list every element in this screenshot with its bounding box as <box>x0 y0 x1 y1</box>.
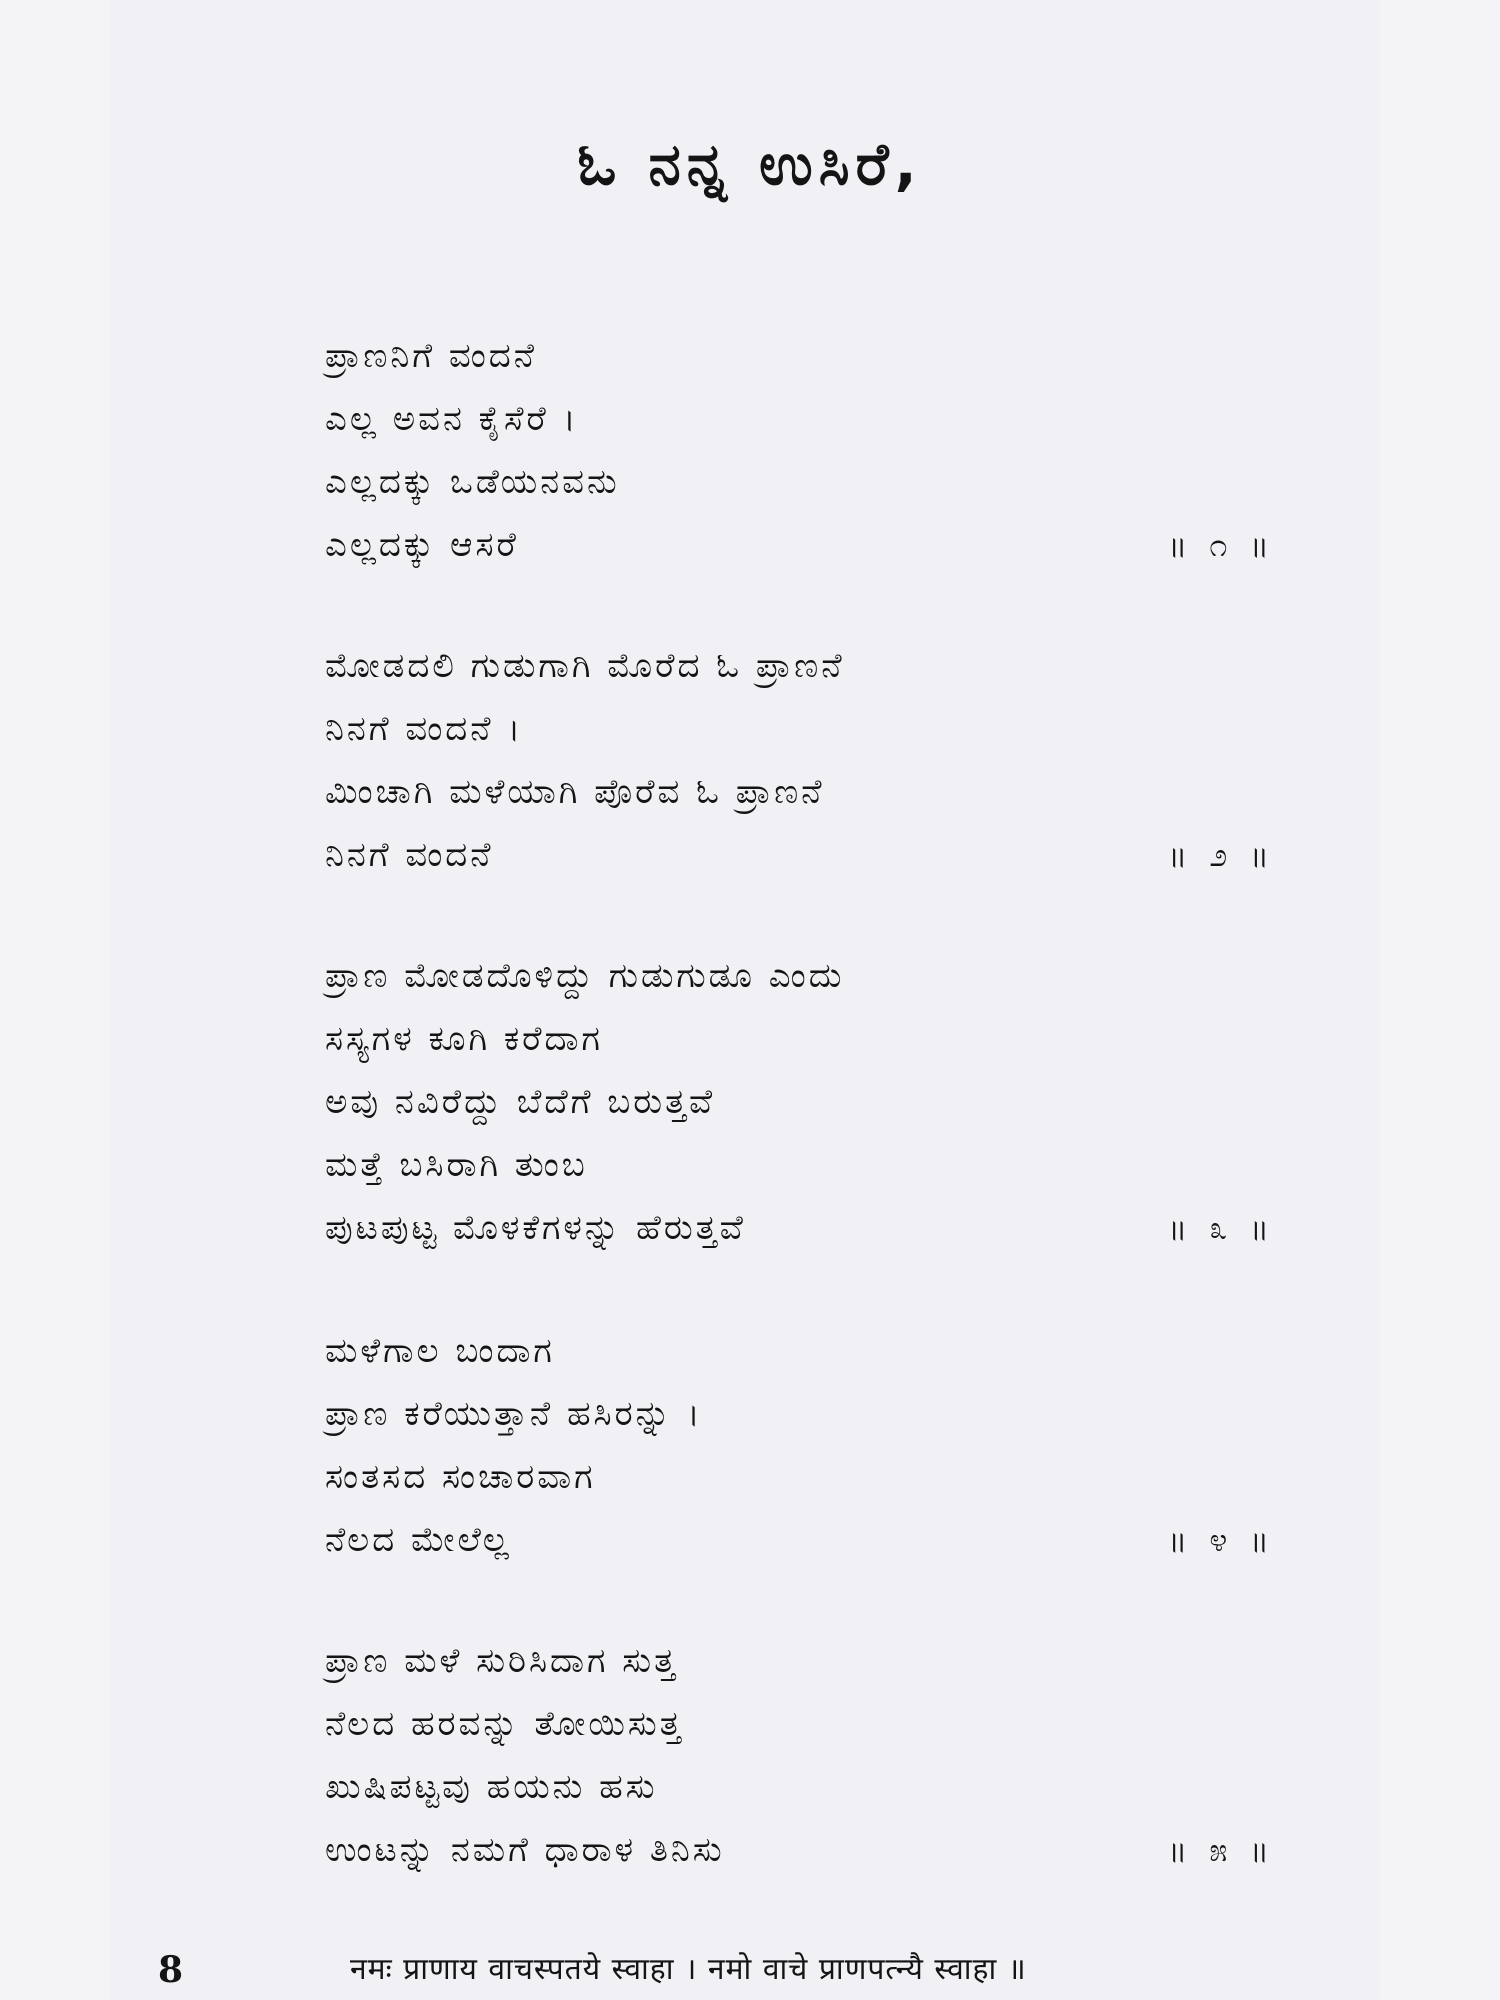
stanza-4 <box>325 1320 1275 1572</box>
verse-line-text: ಎಲ್ಲದಕ್ಕು ಆಸರೆ <box>325 525 519 565</box>
footer-mantra: नमः प्राणाय वाचस्पतये स्वाहा । नमो वाचे प्राणपत्न्यै स्वाहा ॥ <box>350 1952 1027 1987</box>
verse-number: ॥ ೫ ॥ <box>1167 1831 1275 1869</box>
verse-line: ನೆಲದ ಹರವನ್ನು ತೋಯಿಸುತ್ತ <box>325 1704 684 1744</box>
verse-line-last <box>325 1509 1275 1572</box>
verse-line: ಪ್ರಾಣ ಕರೆಯುತ್ತಾನೆ ಹಸಿರನ್ನು । <box>325 1394 703 1434</box>
page-number: 8 <box>158 1949 184 1991</box>
verse-line: ನಿನಗೆ ವಂದನೆ । <box>325 709 524 749</box>
stanza-3 <box>325 945 1275 1260</box>
verse-line: ಎಲ್ಲ ಅವನ ಕೈಸೆರೆ । <box>325 399 579 439</box>
page-footer <box>150 1945 1260 1995</box>
stanza-5 <box>325 1630 1275 1882</box>
stanza-1 <box>325 325 1275 577</box>
stanza-2 <box>325 635 1275 887</box>
verse-line-last <box>325 1197 1275 1260</box>
verse-line: ಪ್ರಾಣನಿಗೆ ವಂದನೆ <box>325 336 537 376</box>
verse-line-last <box>325 1819 1275 1882</box>
verse-line: ಸಂತಸದ ಸಂಚಾರವಾಗ <box>325 1457 596 1497</box>
verse-line: ಮಿಂಚಾಗಿ ಮಳೆಯಾಗಿ ಪೊರೆವ ಓ ಪ್ರಾಣನೆ <box>325 772 825 812</box>
verse-line-text: ಉಂಟನ್ನು ನಮಗೆ ಧಾರಾಳ ತಿನಿಸು <box>325 1830 725 1870</box>
verse-line: ಖುಷಿಪಟ್ಟವು ಹಯನು ಹಸು <box>325 1767 658 1807</box>
verse-line-last <box>325 514 1275 577</box>
verse-line: ಮಳೆಗಾಲ ಬಂದಾಗ <box>325 1331 555 1371</box>
verse-line: ಪ್ರಾಣ ಮೋಡದೊಳಿದ್ದು ಗುಡುಗುಡೂ ಎಂದು <box>325 956 845 996</box>
verse-line: ಮೋಡದಲಿ ಗುಡುಗಾಗಿ ಮೊರೆದ ಓ ಪ್ರಾಣನೆ <box>325 646 845 686</box>
verse-number: ॥ ೨ ॥ <box>1167 836 1275 874</box>
verse-line-last <box>325 824 1275 887</box>
verse-number: ॥ ೪ ॥ <box>1167 1521 1275 1559</box>
verse-line-text: ನಿನಗೆ ವಂದನೆ <box>325 835 494 875</box>
verse-line: ಎಲ್ಲದಕ್ಕು ಒಡೆಯನವನು <box>325 462 620 502</box>
verse-line: ಪ್ರಾಣ ಮಳೆ ಸುರಿಸಿದಾಗ ಸುತ್ತ <box>325 1641 678 1681</box>
verse-number: ॥ ೩ ॥ <box>1167 1209 1275 1247</box>
poem-title: ಓ ನನ್ನ ಉಸಿರೆ, <box>577 130 923 198</box>
verse-line: ಅವು ನವಿರೆದ್ದು ಬೆದೆಗೆ ಬರುತ್ತವೆ <box>325 1082 716 1122</box>
verse-number: ॥ ೧ ॥ <box>1167 526 1275 564</box>
verse-line-text: ಪುಟಪುಟ್ಟ ಮೊಳಕೆಗಳನ್ನು ಹೆರುತ್ತವೆ <box>325 1208 746 1248</box>
verse-line-text: ನೆಲದ ಮೇಲೆಲ್ಲ <box>325 1520 512 1560</box>
verse-line: ಸಸ್ಯಗಳ ಕೂಗಿ ಕರೆದಾಗ <box>325 1019 603 1059</box>
verse-line: ಮತ್ತೆ ಬಸಿರಾಗಿ ತುಂಬ <box>325 1145 588 1185</box>
